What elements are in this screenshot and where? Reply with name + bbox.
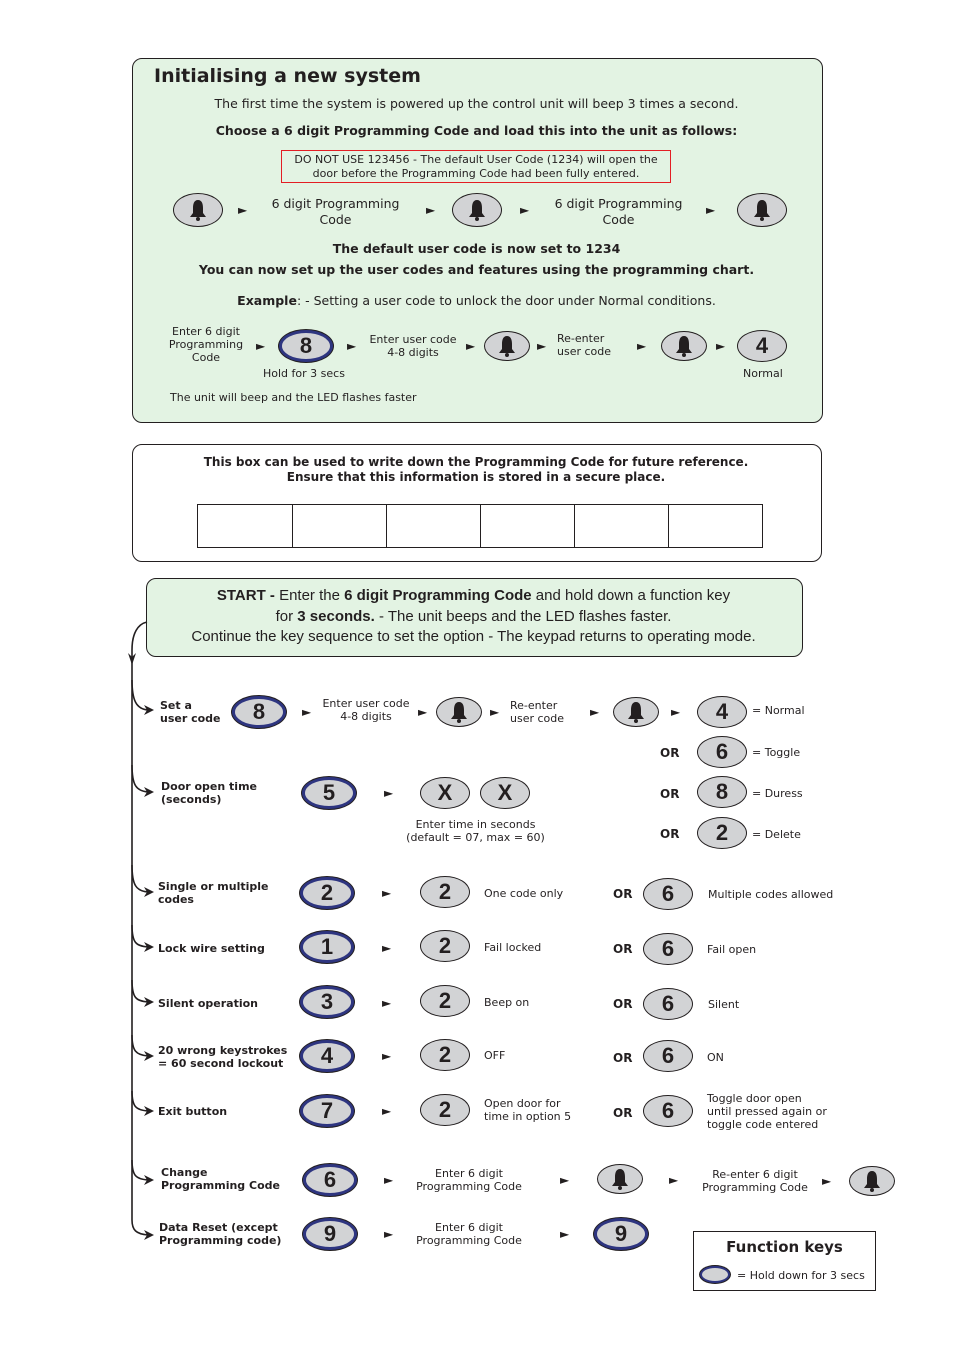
function-key-8[interactable]: 8	[279, 330, 333, 362]
arrow-right-icon: ►	[706, 203, 716, 217]
arrow-right-icon: ►	[238, 203, 248, 217]
arrow-right-icon: ►	[418, 705, 428, 719]
default-code-line: The default user code is now set to 1234	[332, 241, 621, 256]
option-2-label: Fail open	[707, 943, 757, 956]
option-1-label: One code only	[484, 887, 564, 900]
init-intro: The first time the system is powered up the control unit will beep 3 times a second.	[214, 96, 739, 111]
warning-line-1: DO NOT USE 123456 - The default User Code (1234) will open the	[294, 153, 658, 166]
code-cell[interactable]	[574, 505, 669, 547]
bell-key[interactable]	[661, 331, 707, 361]
flow-connector	[120, 615, 160, 1245]
start-line-1: START - Enter the 6 digit Programming Code and hold down a function key	[216, 587, 731, 604]
or-label: OR	[660, 787, 680, 801]
function-key-7[interactable]: 7	[300, 1095, 354, 1127]
code-cell[interactable]	[668, 505, 762, 547]
digit-key-x[interactable]: X	[480, 777, 530, 809]
or-label: OR	[660, 746, 680, 760]
arrow-right-icon: ►	[466, 339, 476, 353]
option-key[interactable]: 2	[420, 1094, 470, 1126]
option-key[interactable]: 6	[643, 1095, 693, 1127]
arrow-right-icon: ►	[537, 339, 547, 353]
option-key-duress[interactable]: 8	[697, 776, 747, 808]
option-key[interactable]: 2	[420, 1039, 470, 1071]
function-key-4[interactable]: 4	[300, 1040, 354, 1072]
arrow-right-icon: ►	[382, 941, 392, 955]
option-key[interactable]: 6	[643, 1040, 693, 1072]
option-1-label: OFF	[484, 1049, 506, 1062]
option-2-label: Multiple codes allowed	[708, 888, 834, 901]
bell-icon	[610, 1167, 630, 1191]
bell-key[interactable]	[173, 193, 223, 227]
arrow-right-icon: ►	[520, 203, 530, 217]
prog-code-label: 6 digit Programming Code	[554, 196, 683, 227]
option-key[interactable]: 2	[420, 930, 470, 962]
arrow-right-icon: ►	[382, 886, 392, 900]
option-normal-label: = Normal	[752, 704, 805, 717]
option-toggle-label: = Toggle	[752, 746, 801, 759]
function-key-1[interactable]: 1	[300, 931, 354, 963]
option-2-label: Toggle door open until pressed again or toggle code entered	[707, 1092, 827, 1131]
normal-label: Normal	[743, 367, 783, 380]
door-time-note: Enter time in seconds (default = 07, max = 60)	[406, 818, 545, 844]
change-enter-label: Enter 6 digit Programming Code	[416, 1167, 522, 1193]
option-key-toggle[interactable]: 6	[697, 736, 747, 768]
arrow-right-icon: ►	[637, 339, 647, 353]
example-enter-label: Enter 6 digit Programming Code	[168, 325, 244, 364]
option-key[interactable]: 6	[643, 988, 693, 1020]
bell-key[interactable]	[613, 697, 659, 727]
start-line-2: for 3 seconds. - The unit beeps and the LED flashes faster.	[275, 608, 672, 625]
arrow-right-icon: ►	[716, 339, 726, 353]
legend-function-key-icon	[700, 1266, 730, 1283]
data-reset-label: Data Reset (except Programming code)	[159, 1221, 282, 1247]
arrow-right-icon: ►	[590, 705, 600, 719]
arrow-right-icon: ►	[384, 1173, 394, 1187]
bell-icon	[188, 198, 208, 222]
bell-icon	[626, 700, 646, 724]
init-choose: Choose a 6 digit Programming Code and load this into the unit as follows:	[215, 123, 738, 138]
or-label: OR	[613, 887, 633, 901]
arrow-right-icon: ►	[384, 786, 394, 800]
init-title: Initialising a new system	[154, 65, 421, 87]
or-label: OR	[660, 827, 680, 841]
setup-line: You can now set up the user codes and features using the programming chart.	[198, 262, 755, 277]
row-label: Single or multiple codes	[158, 880, 269, 906]
or-label: OR	[613, 1051, 633, 1065]
arrow-right-icon: ►	[347, 339, 357, 353]
bell-key[interactable]	[849, 1166, 895, 1196]
bell-icon	[497, 334, 517, 358]
option-1-label: Open door for time in option 5	[484, 1097, 572, 1123]
option-1-label: Fail locked	[484, 941, 542, 954]
arrow-right-icon: ►	[671, 705, 681, 719]
option-key-delete[interactable]: 2	[697, 817, 747, 849]
row-label: Silent operation	[158, 997, 258, 1010]
or-label: OR	[613, 1106, 633, 1120]
code-grid	[197, 504, 763, 548]
option-duress-label: = Duress	[752, 787, 803, 800]
function-key-9[interactable]: 9	[594, 1218, 648, 1250]
bell-icon	[862, 1169, 882, 1193]
arrow-right-icon: ►	[382, 1104, 392, 1118]
enter-user-code-label: Enter user code 4-8 digits	[322, 697, 410, 723]
hold-note: Hold for 3 secs	[263, 367, 345, 380]
option-delete-label: = Delete	[752, 828, 801, 841]
bell-icon	[449, 700, 469, 724]
warning-line-2: door before the Programming Code had been fully entered.	[312, 167, 640, 180]
row-label: Exit button	[158, 1105, 228, 1118]
arrow-right-icon: ►	[382, 1049, 392, 1063]
example-line: Example: - Setting a user code to unlock the door under Normal conditions.	[237, 293, 716, 308]
option-2-label: ON	[707, 1051, 724, 1064]
option-key[interactable]: 6	[643, 933, 693, 965]
function-key-8[interactable]: 8	[232, 696, 286, 728]
example-user-label: Enter user code 4-8 digits	[369, 333, 457, 359]
change-code-label: Change Programming Code	[161, 1166, 280, 1192]
record-line-1: This box can be used to write down the Programming Code for future reference.	[203, 455, 749, 469]
arrow-right-icon: ►	[560, 1227, 570, 1241]
code-cell[interactable]	[480, 505, 575, 547]
example-footer: The unit will beep and the LED flashes faster	[170, 391, 417, 404]
arrow-right-icon: ►	[426, 203, 436, 217]
bell-key[interactable]	[597, 1164, 643, 1194]
option-key-normal[interactable]: 4	[697, 696, 747, 728]
option-key[interactable]: 2	[420, 876, 470, 908]
key-4[interactable]: 4	[737, 330, 787, 362]
code-cell[interactable]	[292, 505, 387, 547]
reset-enter-label: Enter 6 digit Programming Code	[416, 1221, 522, 1247]
function-key-3[interactable]: 3	[300, 986, 354, 1018]
function-key-6[interactable]: 6	[303, 1164, 357, 1196]
bell-key[interactable]	[737, 193, 787, 227]
code-cell[interactable]	[198, 505, 293, 547]
code-cell[interactable]	[386, 505, 481, 547]
set-user-code-label: Set a user code	[160, 699, 221, 725]
option-1-label: Beep on	[484, 996, 530, 1009]
arrow-right-icon: ►	[382, 996, 392, 1010]
function-key-5[interactable]: 5	[302, 777, 356, 809]
example-reenter-label: Re-enter user code	[557, 332, 612, 358]
row-label: Lock wire setting	[158, 942, 265, 955]
option-key[interactable]: 2	[420, 985, 470, 1017]
arrow-right-icon: ►	[490, 705, 500, 719]
bell-key[interactable]	[484, 331, 530, 361]
door-open-time-label: Door open time (seconds)	[161, 780, 258, 806]
or-label: OR	[613, 942, 633, 956]
arrow-right-icon: ►	[669, 1173, 679, 1187]
legend-text: = Hold down for 3 secs	[737, 1269, 865, 1282]
prog-code-label: 6 digit Programming Code	[271, 196, 400, 227]
or-label: OR	[613, 997, 633, 1011]
option-key[interactable]: 6	[643, 878, 693, 910]
bell-icon	[752, 198, 772, 222]
function-key-2[interactable]: 2	[300, 877, 354, 909]
arrow-right-icon: ►	[822, 1174, 832, 1188]
bell-icon	[674, 334, 694, 358]
record-line-2: Ensure that this information is stored in a secure place.	[286, 470, 666, 484]
change-reenter-label: Re-enter 6 digit Programming Code	[702, 1168, 808, 1194]
reenter-user-code-label: Re-enter user code	[510, 699, 565, 725]
option-2-label: Silent	[708, 998, 740, 1011]
bell-key[interactable]	[452, 193, 502, 227]
digit-key-x[interactable]: X	[420, 777, 470, 809]
row-label: 20 wrong keystrokes = 60 second lockout	[158, 1044, 288, 1070]
bell-key[interactable]	[436, 697, 482, 727]
arrow-right-icon: ►	[256, 339, 266, 353]
bell-icon	[467, 198, 487, 222]
legend-title: Function keys	[726, 1238, 843, 1256]
arrow-right-icon: ►	[302, 705, 312, 719]
start-line-3: Continue the key sequence to set the option - The keypad returns to operating mode.	[191, 628, 756, 645]
arrow-right-icon: ►	[384, 1227, 394, 1241]
function-key-9[interactable]: 9	[303, 1218, 357, 1250]
arrow-right-icon: ►	[560, 1173, 570, 1187]
